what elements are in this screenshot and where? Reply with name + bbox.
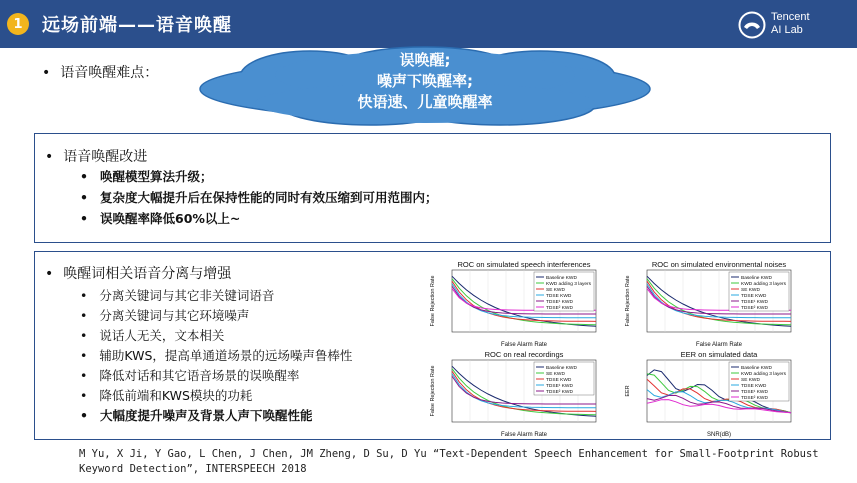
chart-ylabel: False Rejection Rate xyxy=(430,275,436,327)
difficulty-bullet xyxy=(42,62,158,82)
legend-entry: TDSE KWD xyxy=(546,293,572,299)
chart-title: ROC on simulated speech interferences xyxy=(457,260,591,269)
legend-entry: SE KWD xyxy=(546,371,565,377)
eer-simulated-data-chart xyxy=(621,348,797,438)
separation-item: • 分离关键词与其它环境噪声 xyxy=(80,308,250,323)
separation-item: • 辅助KWS，提高单通道场景的远场噪声鲁棒性 xyxy=(80,348,353,363)
chart-xlabel: False Alarm Rate xyxy=(500,342,548,348)
legend-entry: KWD adding 3 layers xyxy=(546,281,592,287)
legend-entry: TDSE¹ KWD xyxy=(741,389,768,395)
tencent-ai-lab-logo-icon xyxy=(738,11,766,39)
separation-item-text: 降低前端和KWS模块的功耗 xyxy=(99,388,253,403)
legend-entry: TDSE¹ KWD xyxy=(546,299,573,305)
logo-text xyxy=(771,11,810,37)
chart-title: ROC on real recordings xyxy=(484,350,564,359)
improvement-item-text: 唤醒模型算法升级； xyxy=(100,169,213,184)
improvement-item: • 误唤醒率降低60%以上~ xyxy=(80,211,241,226)
separation-item-text: 分离关键词与其它非关键词语音 xyxy=(99,288,275,303)
legend-entry: SE KWD xyxy=(546,287,565,293)
separation-heading-text: 唤醒词相关语音分离与增强 xyxy=(63,266,232,282)
chart-xlabel: SNR(dB) xyxy=(706,432,732,438)
separation-heading xyxy=(45,263,231,283)
chart-svg xyxy=(621,348,797,438)
improvement-item: • 复杂度大幅提升后在保持性能的同时有效压缩到可用范围内； xyxy=(80,190,438,205)
bullet-dot: • xyxy=(42,65,51,81)
legend-entry: TDSE KWD xyxy=(741,293,767,299)
logo-line-1: Tencent xyxy=(771,11,810,23)
chart-ylabel: EER xyxy=(625,385,631,397)
legend-entry: TDSE² KWD xyxy=(741,395,768,401)
legend-entry: TDSE KWD xyxy=(741,383,767,389)
cloud-text xyxy=(290,50,560,113)
improvement-item: • 唤醒模型算法升级； xyxy=(80,169,213,184)
chart-ylabel: False Rejection Rate xyxy=(430,365,436,417)
separation-item: • 分离关键词与其它非关键词语音 xyxy=(80,288,275,303)
chart-xlabel: False Alarm Rate xyxy=(500,432,548,438)
bullet-dot: • xyxy=(45,266,54,282)
improvement-item-text: 复杂度大幅提升后在保持性能的同时有效压缩到可用范围内； xyxy=(100,190,438,205)
legend-entry: KWD adding 3 layers xyxy=(741,371,787,377)
cloud-line-1: 误唤醒; xyxy=(399,51,451,69)
separation-item-text: 说话人无关，文本相关 xyxy=(99,328,225,343)
legend-entry: Baseline KWD xyxy=(741,275,772,281)
separation-item-text: 辅助KWS，提高单通道场景的远场噪声鲁棒性 xyxy=(99,348,353,363)
legend-entry: KWD adding 3 layers xyxy=(741,281,787,287)
chart-xlabel: False Alarm Rate xyxy=(695,342,743,348)
cloud-line-3: 快语速、儿童唤醒率 xyxy=(357,93,493,111)
roc-real-recordings-chart xyxy=(426,348,602,438)
chart-title: ROC on simulated environmental noises xyxy=(651,260,787,269)
legend-entry: TDSE KWD xyxy=(546,377,572,383)
title-bar xyxy=(0,0,857,48)
separation-item: • 说话人无关，文本相关 xyxy=(80,328,225,343)
legend-entry: SE KWD xyxy=(741,377,760,383)
improvement-heading-text: 语音唤醒改进 xyxy=(63,149,148,165)
separation-item-text: 降低对话和其它语音场景的误唤醒率 xyxy=(99,368,300,383)
cloud-line-2: 噪声下唤醒率; xyxy=(377,72,473,90)
slide-number-badge: 1 xyxy=(7,13,29,35)
legend-entry: TDSE² KWD xyxy=(546,305,573,311)
legend-entry: Baseline KWD xyxy=(546,275,577,281)
legend-entry: TDSE² KWD xyxy=(546,389,573,395)
separation-item-text: 分离关键词与其它环境噪声 xyxy=(99,308,250,323)
chart-svg xyxy=(426,348,602,438)
chart-ylabel: False Rejection Rate xyxy=(625,275,631,327)
improvement-heading xyxy=(45,146,147,166)
chart-svg xyxy=(621,258,797,348)
separation-item: • 降低对话和其它语音场景的误唤醒率 xyxy=(80,368,300,383)
difficulty-label: 语音唤醒难点： xyxy=(60,65,159,81)
separation-item: • 降低前端和KWS模块的功耗 xyxy=(80,388,253,403)
bullet-dot: • xyxy=(45,149,54,165)
improvement-item-text: 误唤醒率降低60%以上~ xyxy=(100,211,241,226)
chart-svg xyxy=(426,258,602,348)
legend-entry: SE KWD xyxy=(741,287,760,293)
slide-title: 远场前端——语音唤醒 xyxy=(42,15,232,36)
reference-citation: M Yu, X Ji, Y Gao, L Chen, J Chen, JM Zheng, D Su, D Yu “Text-Dependent Speech Enhancement for Small-Footprint Robust Keyword Detection”, INTERSPEECH 2018 xyxy=(79,448,819,475)
legend-entry: Baseline KWD xyxy=(546,365,577,371)
separation-item: • 大幅度提升噪声及背景人声下唤醒性能 xyxy=(80,408,313,423)
roc-speech-interference-chart xyxy=(426,258,602,348)
legend-entry: TDSE¹ KWD xyxy=(741,299,768,305)
legend-entry: TDSE² KWD xyxy=(741,305,768,311)
separation-item-text: 大幅度提升噪声及背景人声下唤醒性能 xyxy=(100,408,313,423)
legend-entry: Baseline KWD xyxy=(741,365,772,371)
legend-entry: TDSE¹ KWD xyxy=(546,383,573,389)
roc-environmental-noise-chart xyxy=(621,258,797,348)
logo-line-2: AI Lab xyxy=(771,24,803,36)
chart-title: EER on simulated data xyxy=(680,350,758,359)
